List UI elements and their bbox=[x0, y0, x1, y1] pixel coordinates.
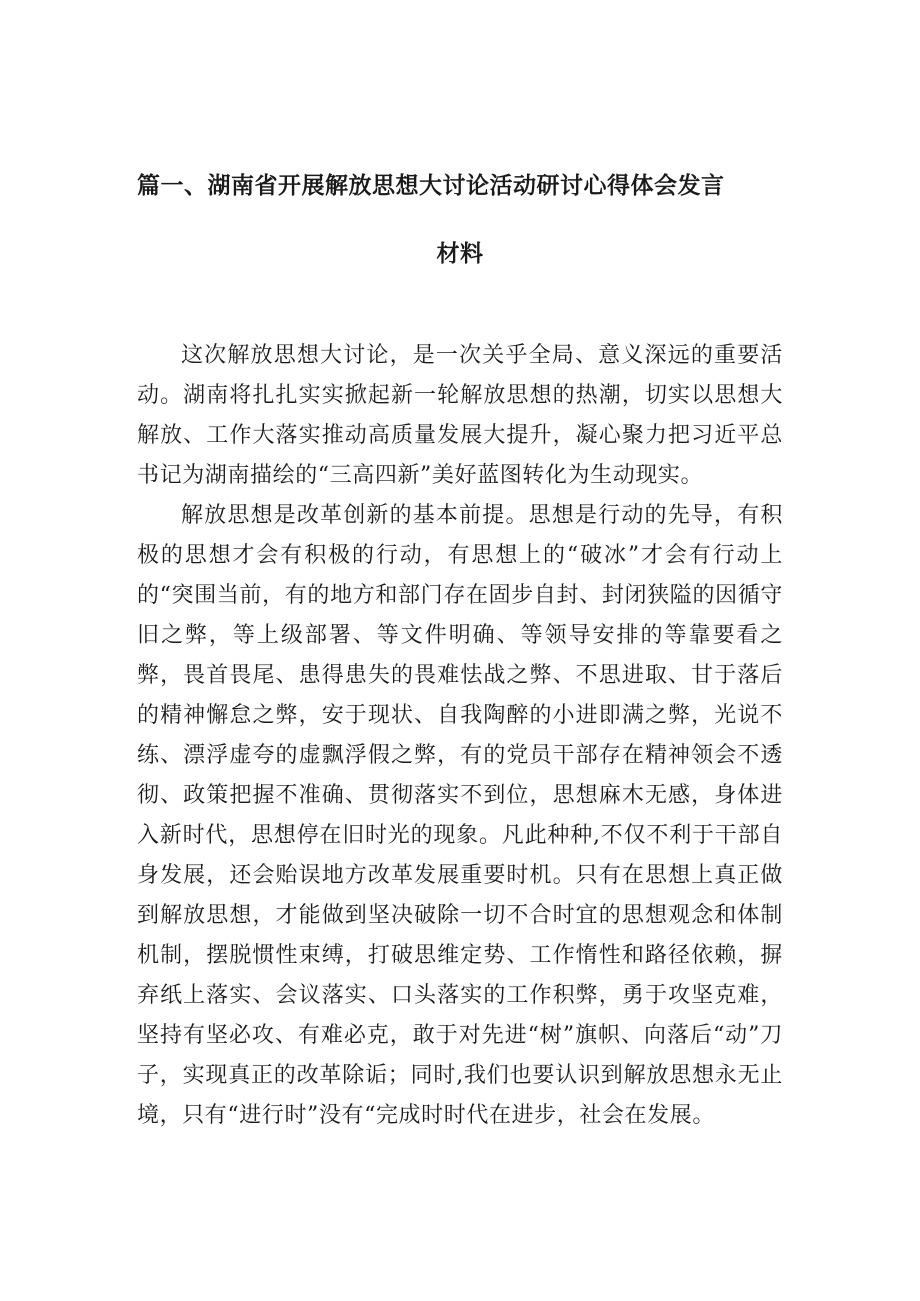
document-title-line-2: 材料 bbox=[436, 241, 484, 267]
document-title-line-1: 篇一、湖南省开展解放思想大讨论活动研讨心得体会发言 bbox=[137, 173, 725, 199]
document-body bbox=[137, 336, 783, 1136]
body-paragraph-1: 这次解放思想大讨论，是一次关乎全局、意义深远的重要活动。湖南将扎扎实实掀起新一轮解放思想的热潮，切实以思想大解放、工作大落实推动高质量发展大提升，凝心聚力把习近平总书记为湖南描绘的“三高四新”美好蓝图转化为生动现实。 bbox=[137, 343, 783, 488]
body-paragraph-2: 解放思想是改革创新的基本前提。思想是行动的先导，有积极的思想才会有积极的行动，有思想上的“破冰”才会有行动上的“突围当前，有的地方和部门存在固步自封、封闭狭隘的因循守旧之弊，等上级部署、等文件明确、等领导安排的等靠要看之弊，畏首畏尾、患得患失的畏难怯战之弊、不思进取、甘于落后的精神懈怠之弊，安于现状、自我陶醉的小进即满之弊，光说不练、漂浮虚夸的虚飘浮假之弊，有的党员干部存在精神领会不透彻、政策把握不准确、贯彻落实不到位，思想麻木无感，身体进入新时代，思想停在旧时光的现象。凡此种种,不仅不利于干部自身发展，还会贻误地方改革发展重要时机。只有在思想上真正做到解放思想，才能做到坚决破除一切不合时宜的思想观念和体制机制，摆脱惯性束缚，打破思维定势、工作惰性和路径依赖，摒弃纸上落实、会议落实、口头落实的工作积弊，勇于攻坚克难，坚持有坚必攻、有难必克，敢于对先进“树”旗帜、向落后“动”刀子，实现真正的改革除诟；同时,我们也要认识到解放思想永无止境，只有“进行时”没有“完成时时代在进步，社会在发展。 bbox=[137, 503, 783, 1128]
